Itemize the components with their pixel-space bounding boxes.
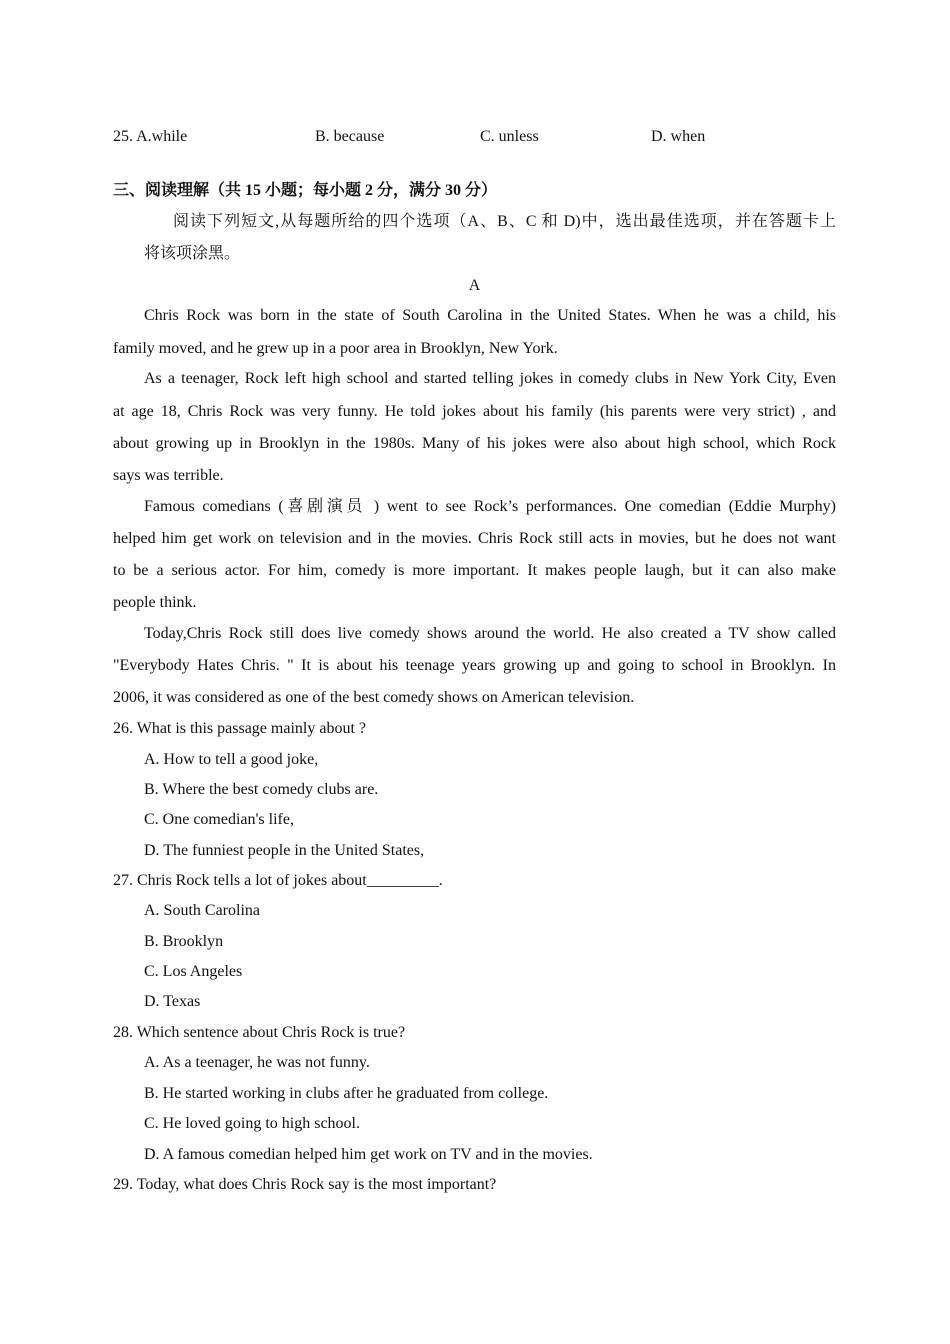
passage-line: "Everybody Hates Chris. " It is about his teenage years growing up and going to school in Brooklyn. In <box>113 657 836 674</box>
answer-option: B. He started working in clubs after he graduated from college. <box>144 1085 549 1102</box>
answer-option: D. A famous comedian helped him get work on TV and in the movies. <box>144 1146 593 1163</box>
question-stem: 27. Chris Rock tells a lot of jokes about_________. <box>113 872 443 889</box>
answer-option: D. The funniest people in the United States, <box>144 842 425 859</box>
q25-option-b: B. because <box>315 128 385 145</box>
passage-title: A <box>468 277 481 294</box>
answer-option: B. Brooklyn <box>144 933 224 950</box>
passage-line: people think. <box>113 594 197 611</box>
passage-line: Famous comedians (喜剧演员 ) went to see Rock’s performances. One comedian (Eddie Murphy) <box>144 498 836 515</box>
q25-option-d: D. when <box>651 128 706 145</box>
passage-line: about growing up in Brooklyn in the 1980s. Many of his jokes were also about high school, which Rock <box>113 435 836 452</box>
section-heading: 三、阅读理解（共 15 小题；每小题 2 分，满分 30 分） <box>113 182 498 199</box>
passage-line: Today,Chris Rock still does live comedy shows around the world. He also created a TV show called <box>144 625 836 642</box>
answer-option: A. As a teenager, he was not funny. <box>144 1054 370 1071</box>
passage-line: to be a serious actor. For him, comedy is more important. It makes people laugh, but it can also make <box>113 562 836 579</box>
answer-option: B. Where the best comedy clubs are. <box>144 781 379 798</box>
passage-line: 2006, it was considered as one of the best comedy shows on American television. <box>113 689 635 706</box>
q25-option-a: 25. A.while <box>113 128 188 145</box>
answer-option: A. How to tell a good joke, <box>144 751 319 768</box>
passage-line: family moved, and he grew up in a poor area in Brooklyn, New York. <box>113 340 558 357</box>
question-stem: 29. Today, what does Chris Rock say is the most important? <box>113 1176 497 1193</box>
answer-option: C. Los Angeles <box>144 963 243 980</box>
question-stem: 26. What is this passage mainly about ? <box>113 720 366 737</box>
answer-option: C. One comedian's life, <box>144 811 294 828</box>
answer-option: C. He loved going to high school. <box>144 1115 360 1132</box>
passage-line: helped him get work on television and in the movies. Chris Rock still acts in movies, but he does not want <box>113 530 836 547</box>
section-instruction-line2: 将该项涂黑。 <box>144 245 241 262</box>
passage-line: As a teenager, Rock left high school and started telling jokes in comedy clubs in New York City, Even <box>144 370 836 387</box>
passage-line: at age 18, Chris Rock was very funny. He told jokes about his family (his parents were very strict) , and <box>113 403 836 420</box>
question-stem: 28. Which sentence about Chris Rock is true? <box>113 1024 406 1041</box>
answer-option: A. South Carolina <box>144 902 260 919</box>
section-instruction-line1: 阅读下列短文,从每题所给的四个选项（A、B、C 和 D)中，选出最佳选项，并在答题卡上 <box>173 213 836 230</box>
passage-line: Chris Rock was born in the state of South Carolina in the United States. When he was a child, his <box>144 307 836 324</box>
passage-line: says was terrible. <box>113 467 224 484</box>
q25-option-c: C. unless <box>480 128 539 145</box>
answer-option: D. Texas <box>144 993 201 1010</box>
